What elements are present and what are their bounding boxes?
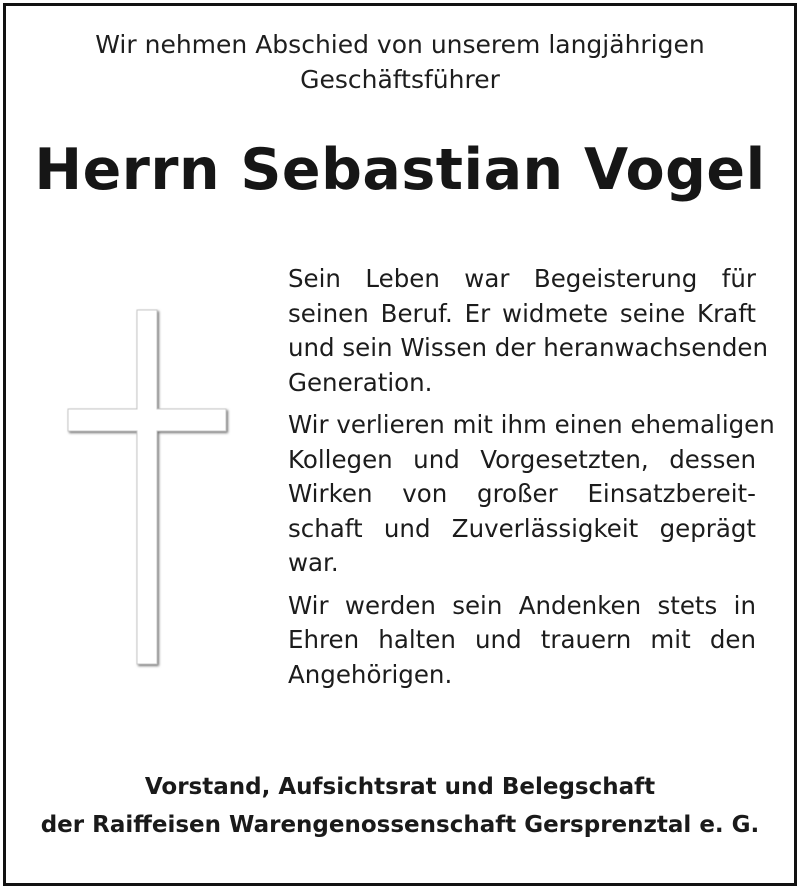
text-line: und sein Wissen der heranwachsenden (288, 333, 769, 362)
text-line: Angehörigen. (288, 659, 453, 689)
intro-line-1: Wir nehmen Abschied von unserem langjährigen (95, 30, 705, 59)
text-line: war. (288, 548, 339, 577)
intro-line-2: Geschäftsführer (300, 65, 500, 94)
deceased-name: Herrn Sebastian Vogel (34, 137, 766, 203)
text-line: Ehren halten und trauern mit den (288, 625, 756, 654)
text-line: seinen Beruf. Er widmete seine Kraft (288, 298, 756, 328)
text-line: Kollegen und Vorgesetzten, dessen (288, 444, 756, 474)
paragraph-1 (288, 262, 769, 400)
paragraph-3 (288, 589, 756, 693)
text-line: Wir verlieren mit ihm einen ehemaligen (288, 410, 775, 439)
text-line: Wir werden sein Andenken stets in (288, 590, 756, 620)
signature-line-1: Vorstand, Aufsichtsrat und Belegschaft (144, 774, 656, 800)
text-line: schaft und Zuverlässigkeit geprägt (288, 513, 756, 543)
paragraph-2 (288, 408, 775, 581)
tribute-text (288, 262, 775, 700)
text-line: Sein Leben war Begeisterung für (288, 264, 756, 293)
text-line: Wirken von großer Einsatzbereit- (288, 479, 756, 508)
signature (0, 768, 800, 844)
signature-line-2: der Raiffeisen Warengenossenschaft Gersprenztal e. G. (40, 812, 760, 838)
text-line: Generation. (288, 367, 433, 397)
